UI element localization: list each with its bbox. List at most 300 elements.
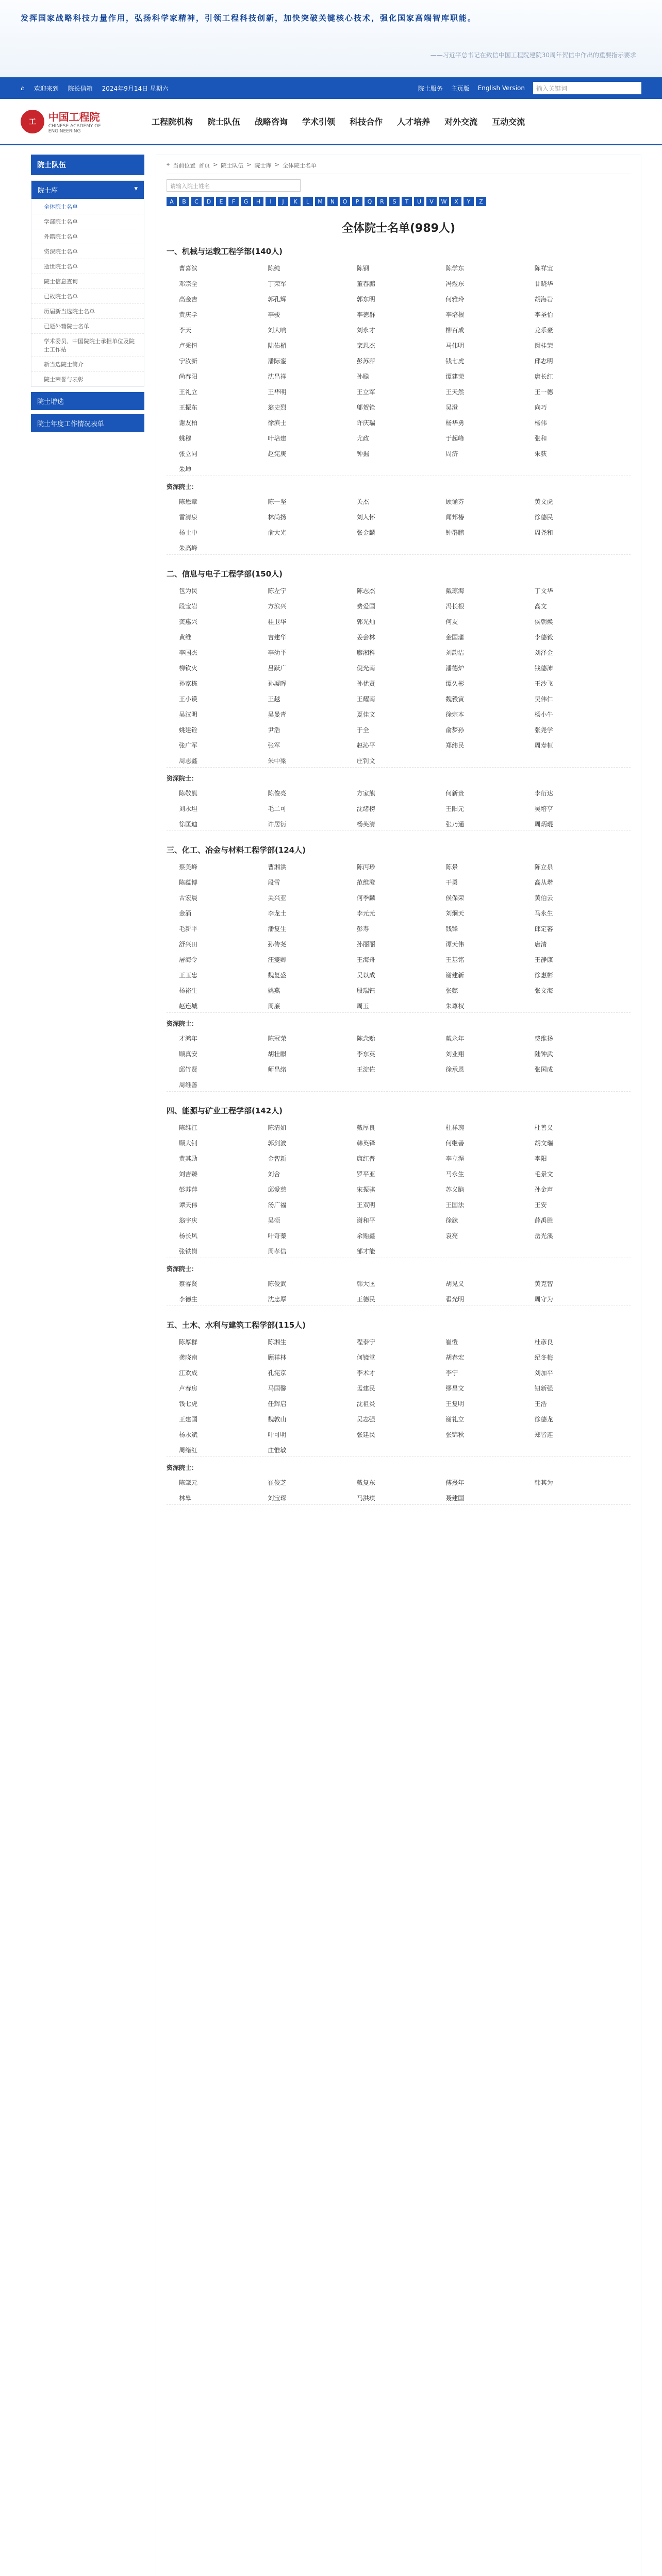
member-name-link[interactable]: 马伟明 xyxy=(445,342,465,349)
member-name-link[interactable]: 汪燮卿 xyxy=(268,956,287,963)
member-name-link[interactable]: 谭建荣 xyxy=(445,373,465,380)
senior-member-name-link[interactable]: 陈一坚 xyxy=(268,498,287,505)
member-name-link[interactable]: 顾大钊 xyxy=(179,1140,198,1147)
member-name-link[interactable]: 冯长根 xyxy=(445,603,465,610)
letter-filter-i[interactable]: I xyxy=(266,197,276,206)
member-name-link[interactable]: 彭苏萍 xyxy=(179,1186,198,1193)
member-name-link[interactable]: 卢春房 xyxy=(179,1385,198,1392)
senior-member-name-link[interactable]: 师昌绪 xyxy=(268,1066,287,1073)
letter-filter-l[interactable]: L xyxy=(303,197,313,206)
member-name-link[interactable]: 包为民 xyxy=(179,587,198,595)
member-name-link[interactable]: 赵沁平 xyxy=(356,742,375,749)
member-name-link[interactable]: 岳光溪 xyxy=(534,1232,553,1240)
member-name-link[interactable]: 王礼立 xyxy=(179,388,198,396)
senior-member-name-link[interactable]: 沈绪榜 xyxy=(356,805,375,812)
member-name-link[interactable]: 孙聪 xyxy=(356,373,369,380)
member-name-link[interactable]: 陈清如 xyxy=(268,1124,287,1131)
member-name-link[interactable]: 董春鹏 xyxy=(356,280,375,287)
member-name-link[interactable]: 徐銤 xyxy=(445,1217,458,1224)
member-name-link[interactable]: 余贻鑫 xyxy=(356,1232,375,1240)
letter-filter-o[interactable]: O xyxy=(340,197,350,206)
member-name-link[interactable]: 谭天伟 xyxy=(445,941,465,948)
member-name-link[interactable]: 谢和平 xyxy=(356,1217,375,1224)
senior-member-name-link[interactable]: 许居衍 xyxy=(268,821,287,828)
member-name-link[interactable]: 刘加平 xyxy=(534,1369,553,1377)
member-name-link[interactable]: 彭寿 xyxy=(356,925,369,933)
member-name-link[interactable]: 段宝岩 xyxy=(179,603,198,610)
senior-member-name-link[interactable]: 蔡睿贤 xyxy=(179,1280,198,1287)
member-name-link[interactable]: 杨永斌 xyxy=(179,1431,198,1438)
sidebar-item[interactable]: 资深院士名单 xyxy=(31,244,144,259)
member-name-link[interactable]: 魏毅寅 xyxy=(445,696,465,703)
letter-filter-b[interactable]: B xyxy=(179,197,189,206)
member-name-link[interactable]: 李培根 xyxy=(445,311,465,318)
senior-member-name-link[interactable]: 方家熊 xyxy=(356,790,375,797)
member-name-link[interactable]: 张懿 xyxy=(445,987,458,994)
member-name-link[interactable]: 李德毅 xyxy=(534,634,553,641)
member-name-link[interactable]: 何镜堂 xyxy=(356,1354,375,1361)
member-name-link[interactable]: 金涌 xyxy=(179,910,192,917)
member-name-link[interactable]: 陈钢 xyxy=(356,265,369,272)
member-name-link[interactable]: 纪冬梅 xyxy=(534,1354,553,1361)
member-name-link[interactable]: 龚惠兴 xyxy=(179,618,198,625)
member-name-link[interactable]: 吴伟仁 xyxy=(534,696,553,703)
senior-member-name-link[interactable]: 王阳元 xyxy=(445,805,465,812)
senior-member-name-link[interactable]: 翟光明 xyxy=(445,1296,465,1303)
breadcrumb-section[interactable]: 院士队伍 xyxy=(221,162,244,169)
member-name-link[interactable]: 邹才能 xyxy=(356,1248,375,1255)
member-name-link[interactable]: 赵连城 xyxy=(179,1003,198,1010)
sidebar-item[interactable]: 历届新当选院士名单 xyxy=(31,303,144,318)
member-name-link[interactable]: 李立浧 xyxy=(445,1155,465,1162)
member-name-link[interactable]: 丁文华 xyxy=(534,587,553,595)
member-name-link[interactable]: 顾祥林 xyxy=(268,1354,287,1361)
member-name-link[interactable]: 戴琼海 xyxy=(445,587,465,595)
member-name-link[interactable]: 陈维江 xyxy=(179,1124,198,1131)
member-name-link[interactable]: 何继善 xyxy=(445,1140,465,1147)
member-name-link[interactable]: 马永生 xyxy=(534,910,553,917)
member-name-link[interactable]: 杜善义 xyxy=(534,1124,553,1131)
member-name-link[interactable]: 魏复盛 xyxy=(268,972,287,979)
senior-member-name-link[interactable]: 胡壮麒 xyxy=(268,1050,287,1058)
senior-member-name-link[interactable]: 闻邦椿 xyxy=(445,514,465,521)
member-name-link[interactable]: 何友 xyxy=(445,618,458,625)
member-name-link[interactable]: 姚燕 xyxy=(268,987,280,994)
member-name-link[interactable]: 李龙土 xyxy=(268,910,287,917)
member-name-link[interactable]: 吴硕 xyxy=(268,1217,280,1224)
senior-member-name-link[interactable]: 李东英 xyxy=(356,1050,375,1058)
senior-member-name-link[interactable]: 戴永年 xyxy=(445,1035,465,1042)
member-name-link[interactable]: 王越 xyxy=(268,696,280,703)
senior-member-name-link[interactable]: 才鸿年 xyxy=(179,1035,198,1042)
member-name-link[interactable]: 崔愷 xyxy=(445,1338,458,1346)
letter-filter-f[interactable]: F xyxy=(228,197,239,206)
member-name-link[interactable]: 吉建华 xyxy=(268,634,287,641)
letter-filter-v[interactable]: V xyxy=(426,197,437,206)
member-name-link[interactable]: 金智新 xyxy=(268,1155,287,1162)
member-name-link[interactable]: 孔宪京 xyxy=(268,1369,287,1377)
member-name-link[interactable]: 李圣怡 xyxy=(534,311,553,318)
member-name-link[interactable]: 高从堦 xyxy=(534,879,553,886)
member-name-link[interactable]: 闵桂荣 xyxy=(534,342,553,349)
member-name-link[interactable]: 倪光南 xyxy=(356,665,375,672)
member-name-link[interactable]: 杨小牛 xyxy=(534,711,553,718)
member-name-link[interactable]: 刘韵洁 xyxy=(445,649,465,656)
member-name-link[interactable]: 王一德 xyxy=(534,388,553,396)
member-name-link[interactable]: 罗平亚 xyxy=(356,1171,375,1178)
member-name-link[interactable]: 金国藩 xyxy=(445,634,465,641)
letter-filter-u[interactable]: U xyxy=(414,197,424,206)
member-name-link[interactable]: 谢友柏 xyxy=(179,419,198,427)
member-name-link[interactable]: 马国馨 xyxy=(268,1385,287,1392)
member-name-link[interactable]: 程泰宁 xyxy=(356,1338,375,1346)
member-name-link[interactable]: 向巧 xyxy=(534,404,547,411)
senior-member-name-link[interactable]: 陈俊亮 xyxy=(268,790,287,797)
member-name-link[interactable]: 吴曼青 xyxy=(268,711,287,718)
member-name-link[interactable]: 栾恩杰 xyxy=(356,342,375,349)
member-name-link[interactable]: 舒兴田 xyxy=(179,941,198,948)
member-name-link[interactable]: 庄钊文 xyxy=(356,757,375,765)
member-name-link[interactable]: 王玉忠 xyxy=(179,972,198,979)
member-name-link[interactable]: 陈纯 xyxy=(268,265,280,272)
member-name-link[interactable]: 魏敦山 xyxy=(268,1416,287,1423)
sidebar-item[interactable]: 学部院士名单 xyxy=(31,214,144,229)
senior-member-name-link[interactable]: 陈懋章 xyxy=(179,498,198,505)
letter-filter-w[interactable]: W xyxy=(439,197,449,206)
member-name-link[interactable]: 孟建民 xyxy=(356,1385,375,1392)
letter-filter-h[interactable]: H xyxy=(253,197,263,206)
letter-filter-t[interactable]: T xyxy=(402,197,412,206)
nav-item-academicians[interactable]: 院士队伍 xyxy=(207,117,241,127)
member-name-link[interactable]: 唐长红 xyxy=(534,373,553,380)
member-name-link[interactable]: 张军 xyxy=(268,742,280,749)
member-name-link[interactable]: 宋振骐 xyxy=(356,1186,375,1193)
member-name-link[interactable]: 高文 xyxy=(534,603,547,610)
senior-member-name-link[interactable]: 张国成 xyxy=(534,1066,553,1073)
senior-member-name-link[interactable]: 胡见义 xyxy=(445,1280,465,1287)
senior-member-name-link[interactable]: 杨士中 xyxy=(179,529,198,536)
main-version-link[interactable]: 主页版 xyxy=(451,84,470,92)
member-name-link[interactable]: 郭剑波 xyxy=(268,1140,287,1147)
senior-member-name-link[interactable]: 李德生 xyxy=(179,1296,198,1303)
member-name-link[interactable]: 孙传尧 xyxy=(268,941,287,948)
member-name-link[interactable]: 古宏晨 xyxy=(179,894,198,902)
member-name-link[interactable]: 朱荻 xyxy=(534,450,547,457)
member-name-link[interactable]: 姚穆 xyxy=(179,435,192,442)
member-name-link[interactable]: 刘大响 xyxy=(268,327,287,334)
senior-member-name-link[interactable]: 邱竹贤 xyxy=(179,1066,198,1073)
member-name-link[interactable]: 孙家栋 xyxy=(179,680,198,687)
member-name-link[interactable]: 曹喜滨 xyxy=(179,265,198,272)
member-name-link[interactable]: 王浩 xyxy=(534,1400,547,1408)
member-name-link[interactable]: 潘际銮 xyxy=(268,358,287,365)
member-name-link[interactable]: 朱尊权 xyxy=(445,1003,465,1010)
member-name-link[interactable]: 李骏 xyxy=(268,311,280,318)
senior-member-name-link[interactable]: 刘业翔 xyxy=(445,1050,465,1058)
senior-member-name-link[interactable]: 杨芙清 xyxy=(356,821,375,828)
member-name-link[interactable]: 王建国 xyxy=(179,1416,198,1423)
member-name-link[interactable]: 朱坤 xyxy=(179,466,192,473)
senior-member-name-link[interactable]: 刘人怀 xyxy=(356,514,375,521)
member-name-link[interactable]: 王小谟 xyxy=(179,696,198,703)
name-search-input[interactable] xyxy=(167,179,301,192)
member-name-link[interactable]: 干勇 xyxy=(445,879,458,886)
member-name-link[interactable]: 黄其励 xyxy=(179,1155,198,1162)
member-name-link[interactable]: 何雅玲 xyxy=(445,296,465,303)
nav-item-institutions[interactable]: 工程院机构 xyxy=(152,117,193,127)
member-name-link[interactable]: 刘合 xyxy=(268,1171,280,1178)
member-name-link[interactable]: 姚建铨 xyxy=(179,726,198,734)
member-name-link[interactable]: 李幼平 xyxy=(268,649,287,656)
member-name-link[interactable]: 邱爱慈 xyxy=(268,1186,287,1193)
member-name-link[interactable]: 戴厚良 xyxy=(356,1124,375,1131)
member-name-link[interactable]: 赵宪庚 xyxy=(268,450,287,457)
member-name-link[interactable]: 蔡美峰 xyxy=(179,863,198,871)
letter-filter-d[interactable]: D xyxy=(204,197,214,206)
sidebar-button-election[interactable]: 院士增选 xyxy=(31,392,144,410)
member-name-link[interactable]: 周志鑫 xyxy=(179,757,198,765)
member-name-link[interactable]: 王华明 xyxy=(268,388,287,396)
academician-service-link[interactable]: 院士服务 xyxy=(418,84,443,92)
member-name-link[interactable]: 李天 xyxy=(179,327,192,334)
member-name-link[interactable]: 钱德沛 xyxy=(534,665,553,672)
member-name-link[interactable]: 谢建新 xyxy=(445,972,465,979)
member-name-link[interactable]: 翁史烈 xyxy=(268,404,287,411)
member-name-link[interactable]: 陈立泉 xyxy=(534,863,553,871)
member-name-link[interactable]: 廖湘科 xyxy=(356,649,375,656)
member-name-link[interactable]: 钮新强 xyxy=(534,1385,553,1392)
member-name-link[interactable]: 李宁 xyxy=(445,1369,458,1377)
senior-member-name-link[interactable]: 傅熹年 xyxy=(445,1479,465,1486)
senior-member-name-link[interactable]: 林尚扬 xyxy=(268,514,287,521)
member-name-link[interactable]: 叶培建 xyxy=(268,435,287,442)
senior-member-name-link[interactable]: 马洪琪 xyxy=(356,1495,375,1502)
member-name-link[interactable]: 杜祥琬 xyxy=(445,1124,465,1131)
member-name-link[interactable]: 王海舟 xyxy=(356,956,375,963)
member-name-link[interactable]: 毛新平 xyxy=(179,925,198,933)
member-name-link[interactable]: 庄惟敏 xyxy=(268,1447,287,1454)
member-name-link[interactable]: 郭光灿 xyxy=(356,618,375,625)
member-name-link[interactable]: 邬贺铨 xyxy=(356,404,375,411)
member-name-link[interactable]: 李国杰 xyxy=(179,649,198,656)
member-name-link[interactable]: 钱七虎 xyxy=(445,358,465,365)
member-name-link[interactable]: 姜会林 xyxy=(356,634,375,641)
member-name-link[interactable]: 吴志强 xyxy=(356,1416,375,1423)
letter-filter-p[interactable]: P xyxy=(352,197,362,206)
senior-member-name-link[interactable]: 徐德民 xyxy=(534,514,553,521)
sidebar-item[interactable]: 学术委员、中国院院士承担单位及院士工作站 xyxy=(31,333,144,357)
member-name-link[interactable]: 卢秉恒 xyxy=(179,342,198,349)
member-name-link[interactable]: 周孝信 xyxy=(268,1248,287,1255)
member-name-link[interactable]: 缪昌文 xyxy=(445,1385,465,1392)
senior-member-name-link[interactable]: 韩大匡 xyxy=(356,1280,375,1287)
senior-member-name-link[interactable]: 费维扬 xyxy=(534,1035,553,1042)
member-name-link[interactable]: 薛禹胜 xyxy=(534,1217,553,1224)
nav-item-academic[interactable]: 学术引领 xyxy=(302,117,336,127)
member-name-link[interactable]: 费爱国 xyxy=(356,603,375,610)
nav-item-talent[interactable]: 人才培养 xyxy=(397,117,431,127)
senior-member-name-link[interactable]: 钟群鹏 xyxy=(445,529,465,536)
member-name-link[interactable]: 黄庆学 xyxy=(179,311,198,318)
member-name-link[interactable]: 康红普 xyxy=(356,1155,375,1162)
member-name-link[interactable]: 陈丙珍 xyxy=(356,863,375,871)
senior-member-name-link[interactable]: 顾诵芬 xyxy=(445,498,465,505)
member-name-link[interactable]: 陆佑楣 xyxy=(268,342,287,349)
letter-filter-g[interactable]: G xyxy=(241,197,251,206)
senior-member-name-link[interactable]: 林皋 xyxy=(179,1495,192,1502)
sidebar-item[interactable]: 逝世院士名单 xyxy=(31,259,144,274)
member-name-link[interactable]: 苏义脑 xyxy=(445,1186,465,1193)
sidebar-item[interactable]: 已逝外籍院士名单 xyxy=(31,318,144,333)
member-name-link[interactable]: 任辉启 xyxy=(268,1400,287,1408)
member-name-link[interactable]: 徐德龙 xyxy=(534,1416,553,1423)
member-name-link[interactable]: 王双明 xyxy=(356,1201,375,1209)
letter-filter-m[interactable]: M xyxy=(315,197,325,206)
member-name-link[interactable]: 潘复生 xyxy=(268,925,287,933)
member-name-link[interactable]: 张和 xyxy=(534,435,547,442)
senior-member-name-link[interactable]: 陈念贻 xyxy=(356,1035,375,1042)
senior-member-name-link[interactable]: 顾真安 xyxy=(179,1050,198,1058)
member-name-link[interactable]: 周寿桓 xyxy=(534,742,553,749)
member-name-link[interactable]: 陈左宁 xyxy=(268,587,287,595)
senior-member-name-link[interactable]: 崔俊芝 xyxy=(268,1479,287,1486)
member-name-link[interactable]: 王复明 xyxy=(445,1400,465,1408)
senior-member-name-link[interactable]: 周尧和 xyxy=(534,529,553,536)
member-name-link[interactable]: 方滨兴 xyxy=(268,603,287,610)
member-name-link[interactable]: 尚春阳 xyxy=(179,373,198,380)
letter-filter-x[interactable]: X xyxy=(451,197,461,206)
member-name-link[interactable]: 袁亮 xyxy=(445,1232,458,1240)
senior-member-name-link[interactable]: 徐匡迪 xyxy=(179,821,198,828)
top-search-input[interactable] xyxy=(533,82,641,94)
sidebar-button-annual-form[interactable]: 院士年度工作情况表单 xyxy=(31,414,144,432)
member-name-link[interactable]: 叶奇蓁 xyxy=(268,1232,287,1240)
member-name-link[interactable]: 邱志明 xyxy=(534,358,553,365)
breadcrumb-home[interactable]: 首页 xyxy=(198,162,210,169)
member-name-link[interactable]: 钟掘 xyxy=(356,450,369,457)
member-name-link[interactable]: 龙乐豪 xyxy=(534,327,553,334)
member-name-link[interactable]: 吕跃广 xyxy=(268,665,287,672)
member-name-link[interactable]: 许庆瑞 xyxy=(356,419,375,427)
member-name-link[interactable]: 陈景 xyxy=(445,863,458,871)
member-name-link[interactable]: 陈祥宝 xyxy=(534,265,553,272)
member-name-link[interactable]: 杨裕生 xyxy=(179,987,198,994)
member-name-link[interactable]: 侯朝焕 xyxy=(534,618,553,625)
senior-member-name-link[interactable]: 关杰 xyxy=(356,498,369,505)
member-name-link[interactable]: 汤广福 xyxy=(268,1201,287,1209)
letter-filter-z[interactable]: Z xyxy=(476,197,486,206)
senior-member-name-link[interactable]: 朱高峰 xyxy=(179,545,198,552)
member-name-link[interactable]: 曹湘洪 xyxy=(268,863,287,871)
member-name-link[interactable]: 王耀南 xyxy=(356,696,375,703)
member-name-link[interactable]: 尹浩 xyxy=(268,726,280,734)
member-name-link[interactable]: 孙凝晖 xyxy=(268,680,287,687)
member-name-link[interactable]: 丁荣军 xyxy=(268,280,287,287)
member-name-link[interactable]: 沈祖炎 xyxy=(356,1400,375,1408)
member-name-link[interactable]: 段雪 xyxy=(268,879,280,886)
nav-item-interaction[interactable]: 互动交流 xyxy=(492,117,525,127)
member-name-link[interactable]: 谭久彬 xyxy=(445,680,465,687)
senior-member-name-link[interactable]: 戴复东 xyxy=(356,1479,375,1486)
member-name-link[interactable]: 谭天伟 xyxy=(179,1201,198,1209)
member-name-link[interactable]: 徐惠彬 xyxy=(534,972,553,979)
home-icon[interactable]: ⌂ xyxy=(21,84,25,92)
senior-member-name-link[interactable]: 周维善 xyxy=(179,1081,198,1089)
member-name-link[interactable]: 冯煜东 xyxy=(445,280,465,287)
site-logo[interactable] xyxy=(21,109,134,134)
member-name-link[interactable]: 江欢成 xyxy=(179,1369,198,1377)
senior-member-name-link[interactable]: 毛二可 xyxy=(268,805,287,812)
member-name-link[interactable]: 王天然 xyxy=(445,388,465,396)
member-name-link[interactable]: 陈志杰 xyxy=(356,587,375,595)
member-name-link[interactable]: 张建民 xyxy=(356,1431,375,1438)
sidebar-item[interactable]: 院士信息查询 xyxy=(31,274,144,289)
nav-item-international[interactable]: 对外交流 xyxy=(444,117,478,127)
sidebar-item[interactable]: 已故院士名单 xyxy=(31,289,144,303)
member-name-link[interactable]: 郭孔辉 xyxy=(268,296,287,303)
letter-filter-q[interactable]: Q xyxy=(365,197,375,206)
member-name-link[interactable]: 马永生 xyxy=(445,1171,465,1178)
senior-member-name-link[interactable]: 刘宝琛 xyxy=(268,1495,287,1502)
member-name-link[interactable]: 胡海岩 xyxy=(534,296,553,303)
member-name-link[interactable]: 尤政 xyxy=(356,435,369,442)
member-name-link[interactable]: 陈学东 xyxy=(445,265,465,272)
letter-filter-k[interactable]: K xyxy=(290,197,301,206)
letter-filter-s[interactable]: S xyxy=(389,197,400,206)
member-name-link[interactable]: 张立同 xyxy=(179,450,198,457)
member-name-link[interactable]: 范维澄 xyxy=(356,879,375,886)
sidebar-item[interactable]: 新当选院士简介 xyxy=(31,357,144,371)
senior-member-name-link[interactable]: 李衍达 xyxy=(534,790,553,797)
member-name-link[interactable]: 殷瑞钰 xyxy=(356,987,375,994)
nav-item-cooperation[interactable]: 科技合作 xyxy=(350,117,383,127)
senior-member-name-link[interactable]: 聂建国 xyxy=(445,1495,465,1502)
member-name-link[interactable]: 周济 xyxy=(445,450,458,457)
member-name-link[interactable]: 钱锋 xyxy=(445,925,458,933)
member-name-link[interactable]: 毛景文 xyxy=(534,1171,553,1178)
member-name-link[interactable]: 陈蕴博 xyxy=(179,879,198,886)
member-name-link[interactable]: 叶可明 xyxy=(268,1431,287,1438)
member-name-link[interactable]: 李德群 xyxy=(356,311,375,318)
member-name-link[interactable]: 周绪红 xyxy=(179,1447,198,1454)
senior-member-name-link[interactable]: 周炳琨 xyxy=(534,821,553,828)
member-name-link[interactable]: 吴汉明 xyxy=(179,711,198,718)
member-name-link[interactable]: 张锦秋 xyxy=(445,1431,465,1438)
member-name-link[interactable]: 柳钦火 xyxy=(179,665,198,672)
member-name-link[interactable]: 朱中梁 xyxy=(268,757,287,765)
member-name-link[interactable]: 王基铭 xyxy=(445,956,465,963)
letter-filter-e[interactable]: E xyxy=(216,197,226,206)
letter-filter-c[interactable]: C xyxy=(191,197,202,206)
member-name-link[interactable]: 韩英铎 xyxy=(356,1140,375,1147)
english-version-link[interactable]: English Version xyxy=(477,84,525,92)
member-name-link[interactable]: 屠海令 xyxy=(179,956,198,963)
letter-filter-j[interactable]: J xyxy=(278,197,288,206)
member-name-link[interactable]: 王振东 xyxy=(179,404,198,411)
member-name-link[interactable]: 潘德炉 xyxy=(445,665,465,672)
member-name-link[interactable]: 郑纬民 xyxy=(445,742,465,749)
sidebar-item[interactable]: 院士荣誉与表彰 xyxy=(31,371,144,386)
letter-filter-r[interactable]: R xyxy=(377,197,387,206)
letter-filter-n[interactable]: N xyxy=(327,197,338,206)
senior-member-name-link[interactable]: 王淀佐 xyxy=(356,1066,375,1073)
member-name-link[interactable]: 徐滨士 xyxy=(268,419,287,427)
member-name-link[interactable]: 黄伯云 xyxy=(534,894,553,902)
member-name-link[interactable]: 谢礼立 xyxy=(445,1416,465,1423)
senior-member-name-link[interactable]: 韩其为 xyxy=(534,1479,553,1486)
senior-member-name-link[interactable]: 陈俊武 xyxy=(268,1280,287,1287)
mailbox-link[interactable]: 院长信箱 xyxy=(68,84,93,92)
